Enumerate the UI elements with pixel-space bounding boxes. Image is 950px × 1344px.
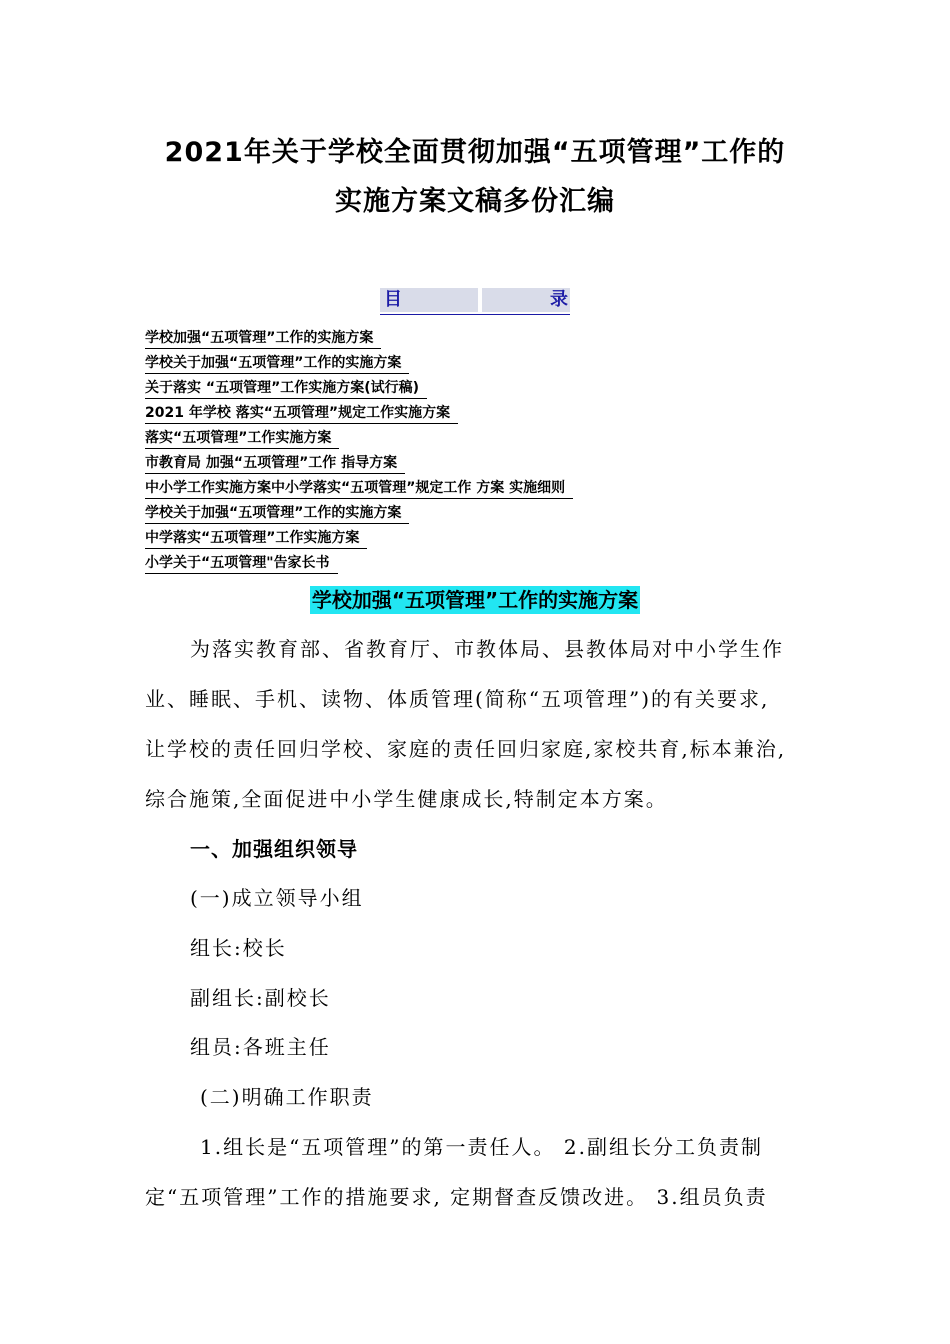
leader-line: 组长:校长 [190,936,287,960]
toc-link[interactable]: 中小学工作实施方案中小学落实“五项管理”规定工作 方案 实施细则 [145,478,573,499]
document-title-line-2: 实施方案文稿多份汇编 [335,186,615,217]
toc-link[interactable]: 中学落实“五项管理”工作实施方案 [145,528,367,549]
toc-link[interactable]: 市教育局 加强“五项管理”工作 指导方案 [145,453,405,474]
toc-item [145,328,573,353]
toc-link[interactable]: 关于落实 “五项管理”工作实施方案(试行稿) [145,378,427,399]
toc-heading-right: 录 [550,289,568,310]
subheading-1: (一)成立领导小组 [190,886,364,910]
toc-link[interactable]: 学校加强“五项管理”工作的实施方案 [145,328,381,349]
paragraph-line: 为落实教育部、省教育厅、市教体局、县教体局对中小学生作 [190,637,784,661]
toc-link[interactable]: 落实“五项管理”工作实施方案 [145,428,339,449]
duties-line: 定“五项管理”工作的措施要求, 定期督查反馈改进。 3.组员负责 [145,1185,768,1209]
table-of-contents [145,328,573,578]
toc-link[interactable]: 学校关于加强“五项管理”工作的实施方案 [145,353,409,374]
toc-item [145,428,573,453]
document-title-line-1: 2021年关于学校全面贯彻加强“五项管理”工作的 [164,137,786,168]
section-title [0,586,950,614]
toc-item [145,553,573,578]
toc-item [145,503,573,528]
paragraph-line: 综合施策,全面促进中小学生健康成长,特制定本方案。 [145,787,668,811]
toc-heading-left: 目 [384,289,402,310]
toc-link[interactable]: 学校关于加强“五项管理”工作的实施方案 [145,503,409,524]
toc-link[interactable]: 小学关于“五项管理"告家长书 [145,553,338,574]
section-title-text: 学校加强“五项管理”工作的实施方案 [311,588,639,612]
toc-item [145,453,573,478]
toc-item [145,378,573,403]
toc-item [145,353,573,378]
subheading-2: (二)明确工作职责 [200,1085,374,1109]
paragraph-line: 业、睡眠、手机、读物、体质管理(简称“五项管理”)的有关要求, [145,687,770,711]
deputy-line: 副组长:副校长 [190,986,331,1010]
toc-heading [380,288,570,315]
duties-line: 1.组长是“五项管理”的第一责任人。 2.副组长分工负责制 [200,1135,763,1159]
toc-item [145,528,573,553]
section-heading-1: 一、加强组织领导 [190,837,358,861]
toc-item [145,478,573,503]
members-line: 组员:各班主任 [190,1035,331,1059]
toc-item [145,403,573,428]
paragraph-line: 让学校的责任回归学校、家庭的责任回归家庭,家校共育,标本兼治, [145,737,787,761]
toc-link[interactable]: 2021 年学校 落实“五项管理”规定工作实施方案 [145,403,458,424]
